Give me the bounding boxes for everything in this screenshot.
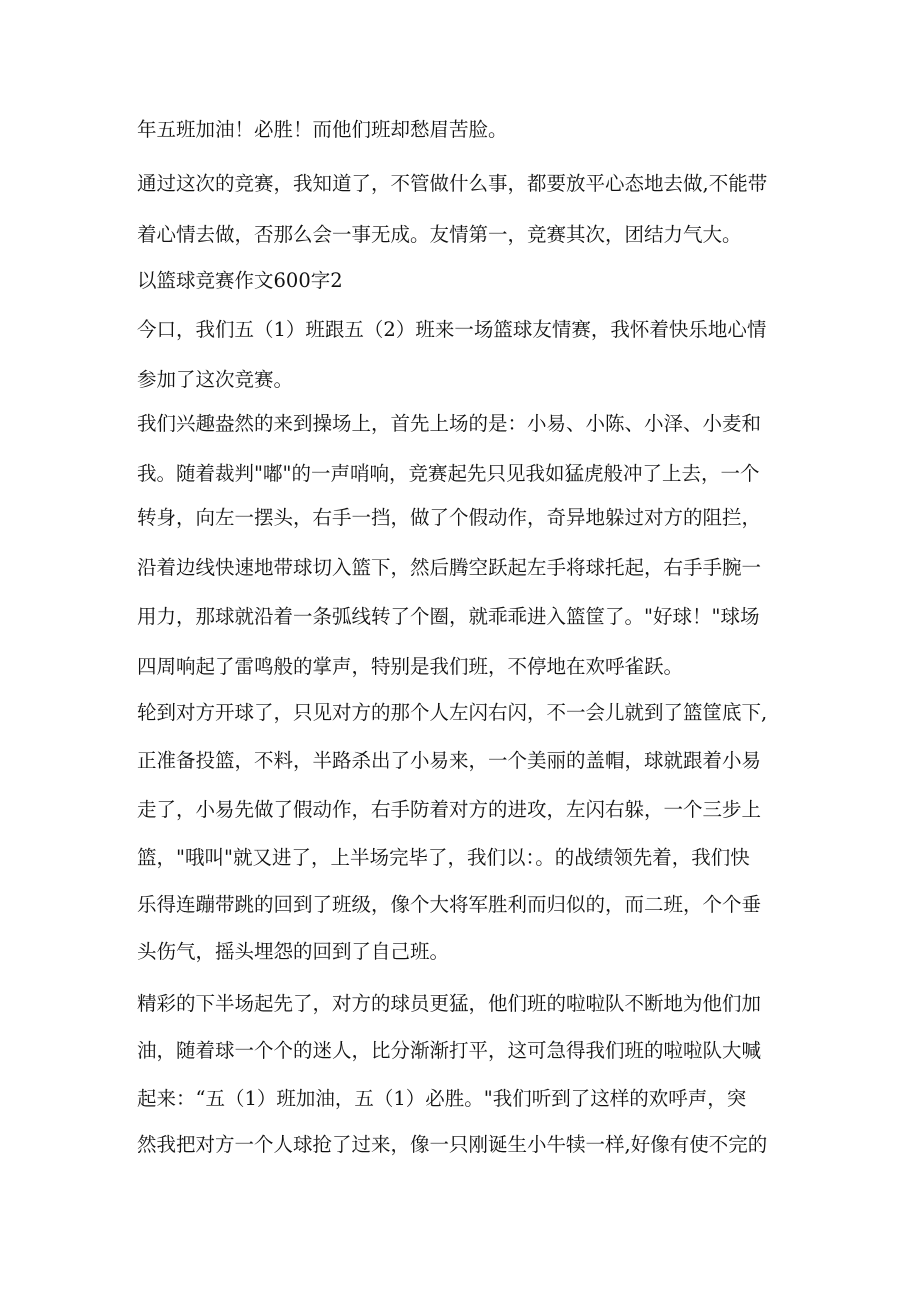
text-line: 我。随着裁判"嘟"的一声哨响，竞赛起先只见我如猛虎般冲了上去，一个 xyxy=(137,462,760,485)
text-line: 正准备投篮，不料，半路杀出了小易来，一个美丽的盖帽，球就跟着小易 xyxy=(137,749,762,772)
section-heading: 以篮球竞赛作文600字2 xyxy=(137,269,343,292)
text-line: 起来：“五（1）班加油，五（1）必胜。"我们听到了这样的欢呼声，突 xyxy=(137,1087,747,1110)
text-line: 我们兴趣盎然的来到操场上，首先上场的是：小易、小陈、小泽、小麦和 xyxy=(137,412,762,435)
text-line: 四周响起了雷鸣般的掌声，特别是我们班，不停地在欢呼雀跃。 xyxy=(137,655,684,678)
text-line: 年五班加油！必胜！而他们班却愁眉苦脸。 xyxy=(137,118,508,141)
text-line: 油，随着球一个个的迷人，比分渐渐打平，这可急得我们班的啦啦队大喊 xyxy=(137,1039,762,1062)
text-line: 轮到对方开球了，只见对方的那个人左闪右闪，不一会儿就到了篮筐底下, xyxy=(137,701,768,724)
text-line: 用力，那球就沿着一条弧线转了个圈，就乖乖进入篮筐了。"好球！"球场 xyxy=(137,605,760,628)
text-line: 篮，"哦叫"就又进了，上半场完毕了，我们以：。的战绩领先着，我们快 xyxy=(137,846,750,869)
text-line: 转身，向左一摆头，右手一挡，做了个假动作，奇异地躲过对方的阻拦， xyxy=(137,506,762,529)
text-line: 精彩的下半场起先了，对方的球员更猛，他们班的啦啦队不断地为他们加 xyxy=(137,992,762,1015)
text-line: 走了，小易先做了假动作，右手防着对方的进攻，左闪右躲，一个三步上 xyxy=(137,798,762,821)
text-line: 参加了这次竞赛。 xyxy=(137,368,294,391)
text-line: 乐得连蹦带跳的回到了班级，像个大将军胜利而归似的，而二班，个个垂 xyxy=(137,893,762,916)
text-line: 沿着边线快速地带球切入篮下，然后腾空跃起左手将球托起，右手手腕一 xyxy=(137,556,762,579)
text-line: 今口，我们五（1）班跟五（2）班来一场篮球友情赛，我怀着快乐地心情 xyxy=(137,318,767,341)
text-line: 着心情去做，否那么会一事无成。友情第一，竞赛其次，团结力气大。 xyxy=(137,223,742,246)
text-line: 然我把对方一个人球抢了过来，像一只刚诞生小牛犊一样,好像有使不完的 xyxy=(137,1133,768,1156)
text-line: 通过这次的竞赛，我知道了，不管做什么事，都要放平心态地去做,不能带 xyxy=(137,172,768,195)
text-line: 头伤气，摇头埋怨的回到了自己班。 xyxy=(137,940,450,963)
